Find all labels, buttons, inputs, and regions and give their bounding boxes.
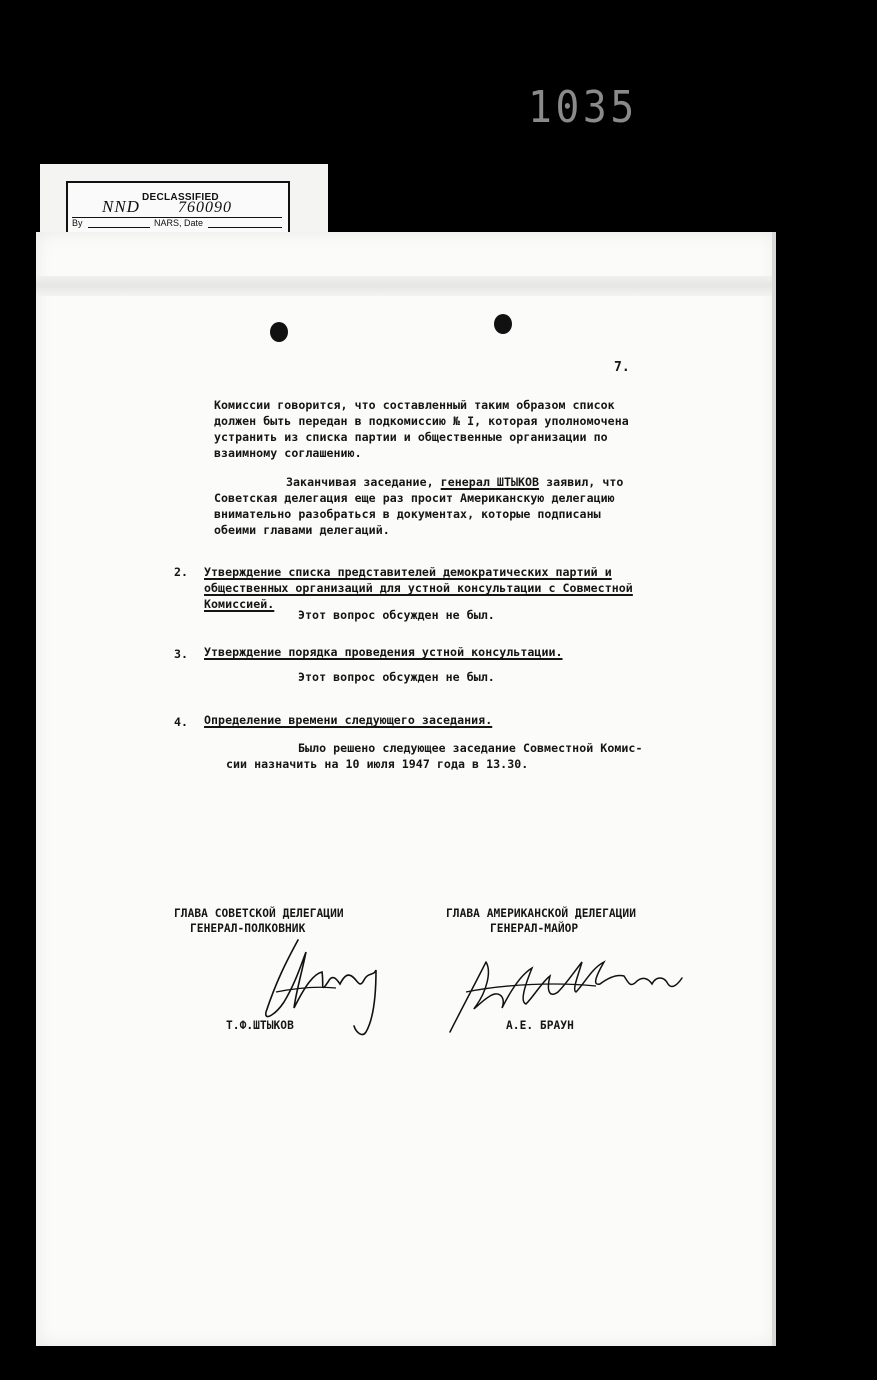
right-signatory-name: А.Е. БРАУН (506, 1019, 574, 1032)
stamp-number: 760090 (178, 199, 232, 216)
stamp-by-label: By (72, 218, 83, 228)
item-title-line: Определение времени следующего заседания. (204, 713, 493, 727)
paragraph-line: внимательно разобраться в документах, которые подписаны (214, 507, 601, 521)
item-note-line: сии назначить на 10 июля 1947 года в 13.30. (226, 757, 529, 771)
stamp-date-line (208, 227, 282, 228)
item-note: Этот вопрос обсужден не был. (298, 670, 495, 684)
page-fold-shadow (36, 276, 776, 296)
item-title-line: Утверждение порядка проведения устной консультации. (204, 645, 563, 659)
item-title-line: общественных организаций для устной консультации с Совместной (204, 581, 633, 595)
page-number: 7. (614, 360, 630, 375)
item-number: 4. (174, 715, 189, 729)
item-title-line: Утверждение списка представителей демократических партий и (204, 565, 612, 579)
frame-number: 1035 (528, 82, 638, 133)
paragraph-line: должен быть передан в подкомиссию № I, которая уполномочена (214, 414, 629, 428)
left-signatory-rank: ГЕНЕРАЛ-ПОЛКОВНИК (190, 922, 306, 935)
paragraph-line: обеими главами делегаций. (214, 523, 390, 537)
left-signatory-title: ГЛАВА СОВЕТСКОЙ ДЕЛЕГАЦИИ (174, 907, 344, 920)
paragraph-text: заявил, что (539, 475, 624, 489)
right-signatory-rank: ГЕНЕРАЛ-МАЙОР (490, 922, 579, 935)
left-signatory-name: Т.Ф.ШТЫКОВ (226, 1019, 294, 1032)
stamp-by-line (88, 227, 150, 228)
paragraph-line: взаимному соглашению. (214, 446, 362, 460)
stamp-nars-label: NARS, Date (154, 218, 204, 228)
paragraph-text: Заканчивая заседание, (286, 475, 441, 489)
stamp-authority: NND (102, 197, 140, 216)
item-number: 3. (174, 647, 189, 661)
paragraph-line: Советская делегация еще раз просит Американскую делегацию (214, 491, 615, 505)
right-signatory-title: ГЛАВА АМЕРИКАНСКОЙ ДЕЛЕГАЦИИ (446, 907, 636, 920)
declassification-stamp (66, 181, 290, 237)
item-title-line: Комиссией. (204, 597, 275, 611)
item-note-line: Было решено следующее заседание Совместной Комис- (298, 741, 643, 755)
document-page (36, 232, 776, 1346)
punch-hole (494, 314, 512, 334)
paragraph-line: Комиссии говорится, что составленный таким образом список (214, 398, 615, 412)
general-name-underlined: генерал ШТЫКОВ (440, 475, 540, 489)
paragraph-line (286, 474, 623, 491)
item-number: 2. (174, 565, 189, 579)
punch-hole (270, 322, 288, 342)
paragraph-line: устранить из списка партии и общественные организации по (214, 430, 608, 444)
item-note: Этот вопрос обсужден не был. (298, 608, 495, 622)
page-edge (772, 232, 776, 1346)
stamp-title: DECLASSIFIED (142, 192, 219, 203)
